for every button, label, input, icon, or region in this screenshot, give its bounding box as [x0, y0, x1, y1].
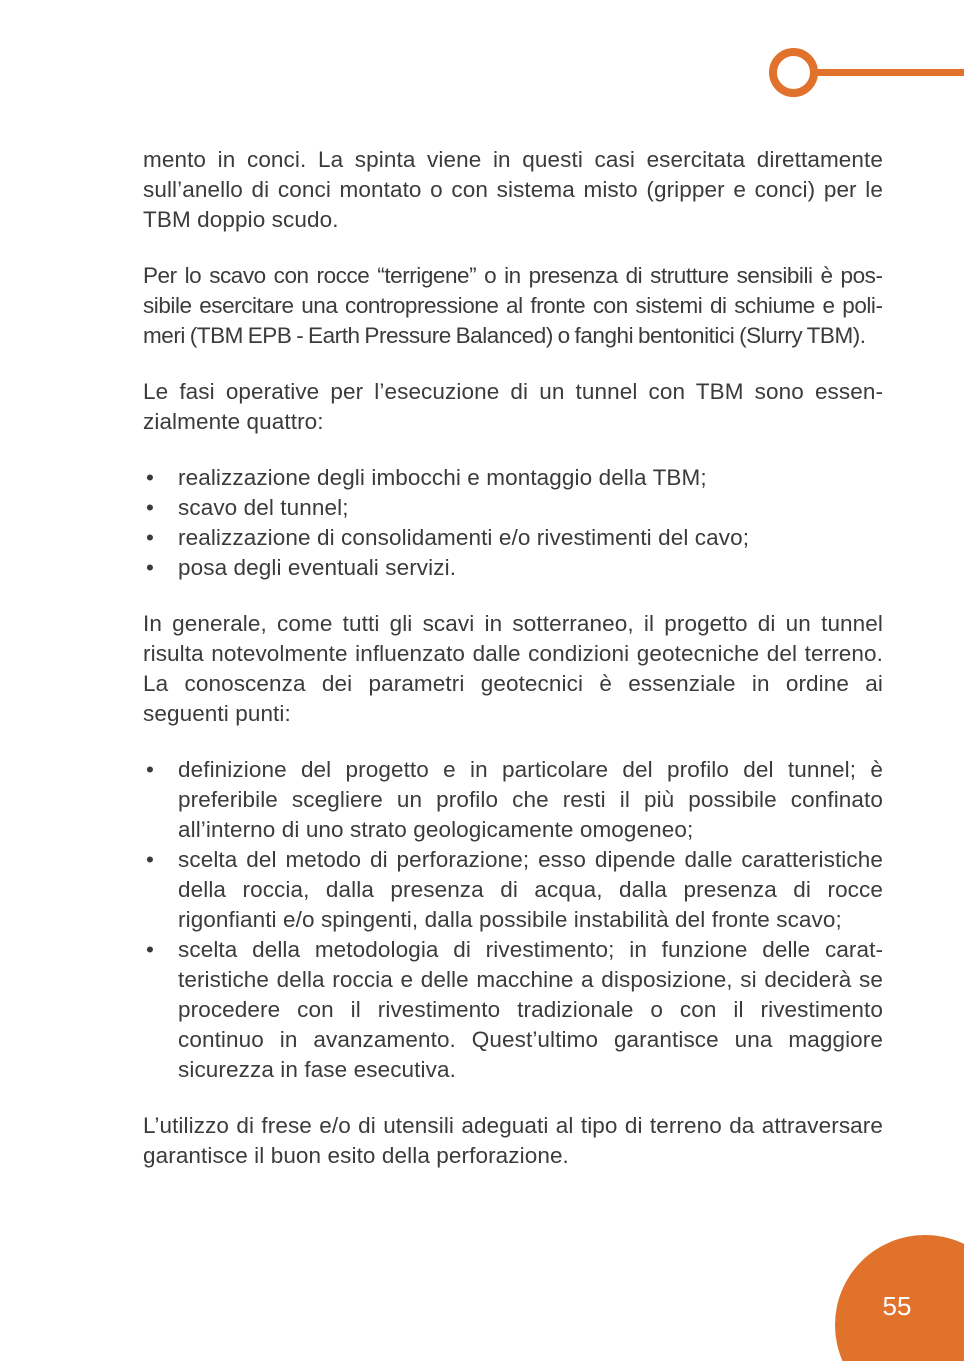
list-item-text: definizione del progetto e in particolare del profilo del tunnel; è preferibile scegliere un profilo che resti il più possibile confinato all’interno di uno strato geologicamente omogeneo;	[178, 757, 883, 842]
list-item	[143, 935, 883, 1085]
paragraph-thrust: mento in conci. La spinta viene in questi casi esercitata direttamente sull’anello di conci montato o con sistema misto (gripper e conci) per le TBM doppio scudo.	[143, 147, 883, 232]
list-item	[143, 493, 883, 523]
ring-icon	[769, 48, 818, 97]
paragraph-closing: L’utilizzo di frese e/o di utensili adeguati al tipo di terreno da attraversare garantisce il buon esito della perforazione.	[143, 1113, 883, 1168]
bullet-icon: •	[146, 525, 154, 550]
list-item-text: posa degli eventuali servizi.	[178, 555, 457, 580]
header-rule	[815, 69, 964, 76]
list-item-text: scavo del tunnel;	[178, 495, 349, 520]
geotech-list	[143, 755, 883, 1085]
list-item	[143, 845, 883, 935]
list-item-text: realizzazione di consolidamenti e/o rivestimenti del cavo;	[178, 525, 750, 550]
bullet-icon: •	[146, 465, 154, 490]
bullet-icon: •	[146, 847, 154, 872]
paragraph-soft-ground: Per lo scavo con rocce “terrigene” o in presenza di strutture sensibili è possibile esercitare una contropressione al fronte con sistemi di schiume e polimeri (TBM EPB - Earth Pressure Balanced) o fanghi bentonitici (Slurry TBM).	[143, 263, 883, 348]
list-item-text: scelta della metodologia di rivestimento; in funzione delle caratteristiche della roccia e delle macchine a disposizione, si deciderà se procedere con il rivestimento tradizionale o con il rivestimento continuo in avanzamento. Quest’ultimo garantisce una maggiore sicurezza in fase esecutiva.	[178, 937, 883, 1082]
page-number: 55	[882, 1291, 912, 1321]
list-item	[143, 755, 883, 845]
paragraph-phases-intro: Le fasi operative per l’esecuzione di un tunnel con TBM sono essenzialmente quattro:	[143, 379, 883, 434]
phases-list	[143, 463, 883, 583]
list-item	[143, 523, 883, 553]
list-item-text: realizzazione degli imbocchi e montaggio della TBM;	[178, 465, 707, 490]
list-item-text: scelta del metodo di perforazione; esso dipende dalle caratteristiche della roccia, dalla presenza di acqua, dalla presenza di rocce rigonfianti e/o spingenti, dalla possibile instabilità del fronte scavo;	[178, 847, 883, 932]
bullet-icon: •	[146, 495, 154, 520]
bullet-icon: •	[146, 937, 154, 962]
bullet-icon: •	[146, 757, 154, 782]
bullet-icon: •	[146, 555, 154, 580]
list-item	[143, 553, 883, 583]
page-body	[143, 145, 883, 1197]
paragraph-geotech-intro: In generale, come tutti gli scavi in sotterraneo, il progetto di un tunnel risulta notevolmente influenzato dalle condizioni geotecniche del terreno. La conoscenza dei parametri geotecnici è essenziale in ordine ai seguenti punti:	[143, 611, 883, 726]
list-item	[143, 463, 883, 493]
